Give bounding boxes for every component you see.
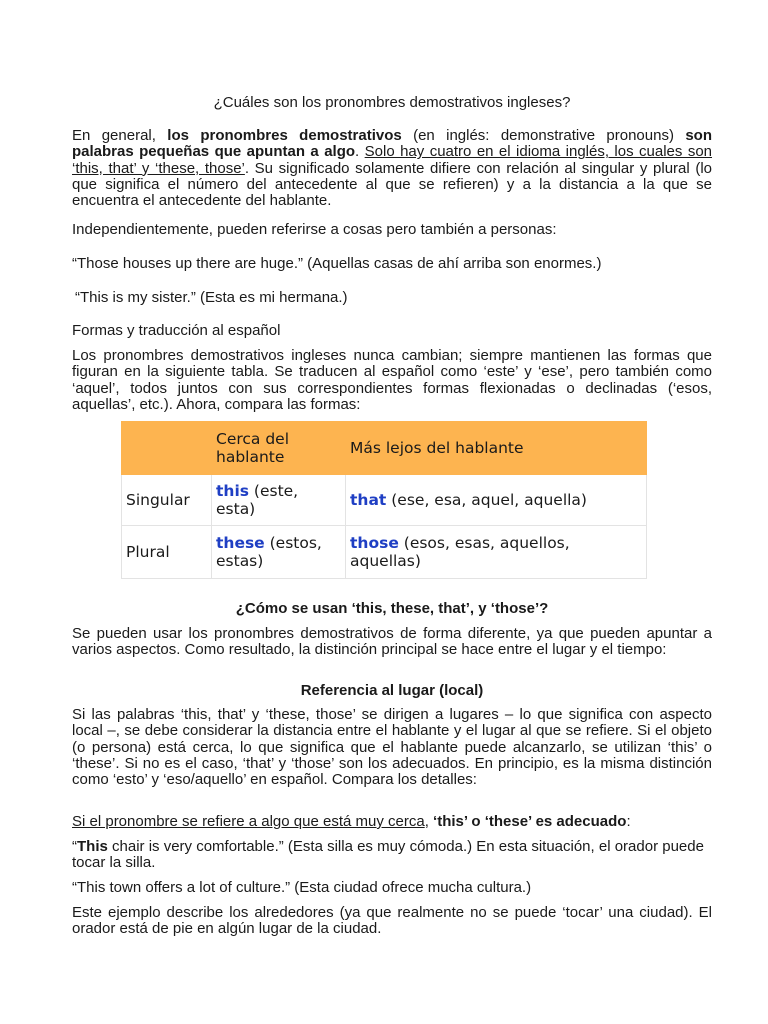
table-header-near: Cerca del hablante [212, 422, 346, 475]
table-header-row [122, 422, 647, 475]
silas-paragraph: Si las palabras ‘this, that’ y ‘these, those’ se dirigen a lugares – lo que significa con aspecto local –, se debe considerar la distancia entre el hablante y el lugar al que se refiere. Si el objeto (o persona) está cerca, lo que significa que el hablante puede alcanzarlo, se utilizan ‘this’ o ‘these’. Si no es el caso, ‘that’ y ‘those’ son los adecuados. En principio, es la misma distinción como ‘esto’ y ‘eso/aquello’ en español. Compara los detalles: [72, 706, 712, 789]
cell-plural-near-text: (estos, estas) [216, 534, 322, 570]
intro-paragraph [72, 128, 712, 209]
cell-singular-near [212, 475, 346, 526]
sielpro-end: : [626, 813, 631, 830]
chair-bold: This [77, 838, 108, 855]
referencia-heading: Referencia al lugar (local) [300, 682, 484, 699]
pueden-paragraph: Se pueden usar los pronombres demostrativos de forma diferente, ya que pueden apuntar a varios aspectos. Como resultado, la distinción principal se hace entre el lugar y el tiempo: [72, 625, 712, 659]
keyword-those: those [350, 534, 399, 552]
cell-singular-far [346, 475, 647, 526]
formas-heading: Formas y traducción al español [72, 322, 281, 339]
intro-text-3: . [355, 143, 365, 161]
keyword-that: that [350, 491, 387, 509]
keyword-this: this [216, 482, 249, 500]
example-town: “This town offers a lot of culture.” (Esta ciudad ofrece mucha cultura.) [72, 879, 532, 896]
table-row-singular [122, 475, 647, 526]
cell-singular-near-text: (este, esta) [216, 482, 299, 518]
example-chair [72, 839, 712, 872]
intro-text-1: En general, [72, 127, 168, 144]
cell-plural-far [346, 526, 647, 579]
intro-text-2: (en inglés: demonstrative pronouns) [401, 127, 686, 144]
independ-paragraph: Independientemente, pueden referirse a cosas pero también a personas: [72, 221, 557, 238]
keyword-these: these [216, 534, 265, 552]
cell-plural-near [212, 526, 346, 579]
table-header-far: Más lejos del hablante [346, 422, 647, 475]
sielpro-text: , [424, 813, 434, 830]
intro-text-4: . Su significado solamente difiere con relación al singular y plural (lo que significa el número del antecedente al que se refieren) y a la distancia a la que se encuentra el antecedente del hablante. [72, 159, 712, 210]
sielpro-bold: ‘this’ o ‘these’ es adecuado [433, 813, 627, 830]
intro-underline: Solo hay cuatro en el idioma inglés, los cuales son ‘this, that’ y ‘these, those’ [72, 143, 713, 177]
example-sister: “This is my sister.” (Esta es mi hermana.) [75, 289, 348, 306]
intro-bold-1: los pronombres demostrativos [167, 127, 402, 144]
nunca-paragraph: Los pronombres demostrativos ingleses nunca cambian; siempre mantienen las formas que figuran en la siguiente tabla. Se traducen al español como ‘este’ y ‘ese’, pero también como ‘aquel’, todos juntos con sus correspondientes formas flexionadas o declinadas (‘esos, aquellas’, etc.). Ahora, compara las formas: [72, 347, 712, 413]
row-label-singular: Singular [122, 475, 212, 526]
como-heading: ¿Cómo se usan ‘this, these, that’, y ‘those’? [235, 600, 549, 617]
sielpro-paragraph [72, 814, 712, 830]
chair-text: chair is very comfortable.” (Esta silla es muy cómoda.) En esta situación, el orador puede tocar la silla. [72, 838, 704, 872]
sielpro-underline: Si el pronombre se refiere a algo que está muy cerca [72, 813, 425, 830]
document-title: ¿Cuáles son los pronombres demostrativos ingleses? [213, 94, 571, 111]
table-header-empty [122, 422, 212, 475]
demonstratives-table [121, 421, 647, 578]
table-row-plural [122, 526, 647, 579]
cell-plural-far-text: (esos, esas, aquellos, aquellas) [350, 534, 570, 570]
intro-bold-2: son palabras pequeñas que apuntan a algo [72, 127, 712, 161]
chair-quote: “ [72, 838, 77, 855]
cell-singular-far-text: (ese, esa, aquel, aquella) [386, 491, 587, 509]
example-houses: “Those houses up there are huge.” (Aquellas casas de ahí arriba son enormes.) [72, 255, 602, 272]
row-label-plural: Plural [122, 526, 212, 579]
este-paragraph: Este ejemplo describe los alrededores (ya que realmente no se puede ‘tocar’ una ciudad). El orador está de pie en algún lugar de la ciudad. [72, 904, 712, 938]
